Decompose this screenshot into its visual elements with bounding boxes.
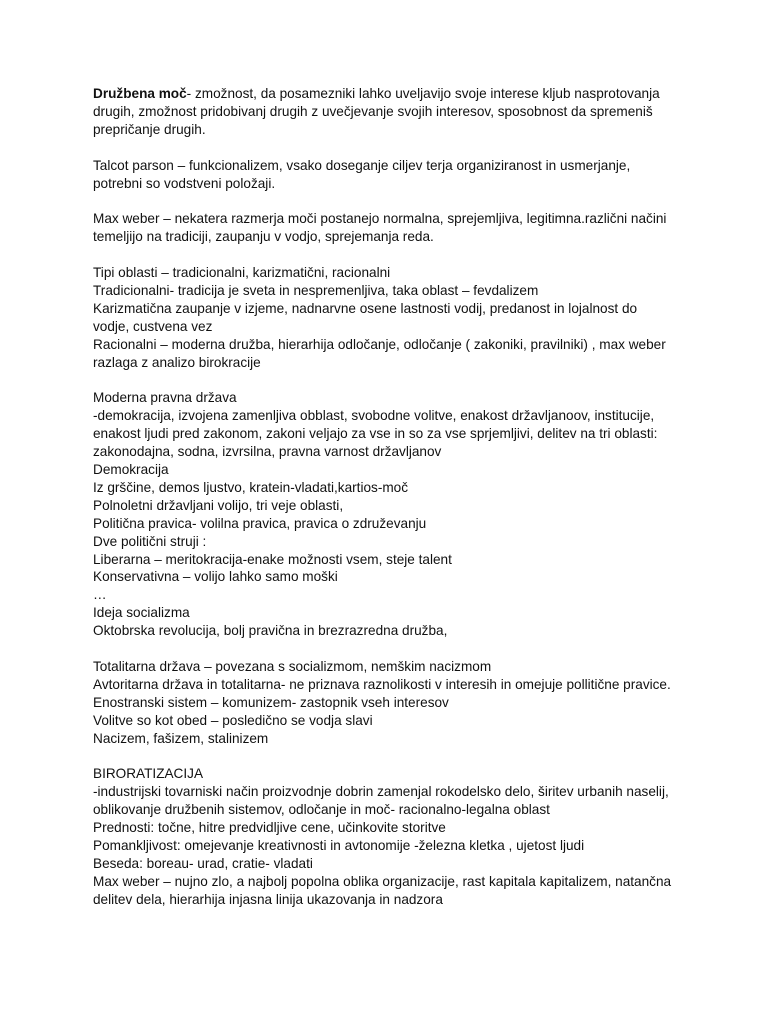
text-line: -industrijski tovarniski način proizvodnje dobrin zamenjal rokodelsko delo, širitev urbanih naselij, oblikovanje družbenih sistemov, odločanje in moč- racionalno-legalna oblast: [93, 784, 669, 818]
paragraph-moderna-pravna-drzava: [93, 389, 673, 640]
text-line: Liberarna – meritokracija-enake možnosti vsem, steje talent: [93, 551, 452, 567]
text-line: Oktobrska revolucija, bolj pravična in brezrazredna družba,: [93, 623, 448, 639]
text-line: Nacizem, fašizem, stalinizem: [93, 730, 269, 746]
text-line: Polnoletni državljani volijo, tri veje oblasti,: [93, 497, 344, 513]
paragraph-druzbena-moc: [93, 85, 673, 139]
term-druzbena-moc: Družbena moč: [93, 86, 187, 101]
text-line: BIRORATIZACIJA: [93, 766, 204, 782]
text-line: -demokracija, izvojena zamenljiva obblast, svobodne volitve, enakost državljanoov, institucije, enakost ljudi pred zakonom, zakoni veljajo za vse in so za vse sprjemljivi, delitev na tri oblasti: zakonodajna, sodna, izvrsilna, pravna varnost državljanov: [93, 408, 658, 460]
text-line: Konservativna – volijo lahko samo moški: [93, 569, 338, 585]
text-line: Tradicionalni- tradicija je sveta in nespremenljiva, taka oblast – fevdalizem: [93, 282, 539, 298]
text-line: Demokracija: [93, 461, 169, 477]
text-line: Iz grščine, demos ljustvo, kratein-vladati,kartios-moč: [93, 479, 409, 495]
paragraph-max-weber: Max weber – nekatera razmerja moči postanejo normalna, sprejemljiva, legitimna.različni načini temeljijo na tradiciji, zaupanju v vodjo, sprejemanja reda.: [93, 211, 667, 245]
text-line: Prednosti: točne, hitre predvidljive cene, učinkovite storitve: [93, 820, 446, 836]
definition-druzbena-moc: - zmožnost, da posamezniki lahko uveljavijo svoje interese kljub nasprotovanja drugih, zmožnost pridobivanj drugih z uvečjevanje svojih interesov, sposobnost da spremeniš prepričanje drugih.: [93, 86, 660, 137]
paragraph-talcot-parson: Talcot parson – funkcionalizem, vsako doseganje ciljev terja organiziranost in usmerjanje, potrebni so vodstveni položaji.: [93, 157, 631, 191]
text-line: Moderna pravna država: [93, 390, 237, 406]
text-line: Tipi oblasti – tradicionalni, karizmatični, racionalni: [93, 265, 391, 281]
text-line: Volitve so kot obed – posledično se vodja slavi: [93, 712, 373, 728]
paragraph-biroratizacija: [93, 765, 673, 908]
text-line: Dve politični struji :: [93, 533, 207, 549]
document-page: [93, 85, 673, 926]
text-line: Karizmatična zaupanje v izjeme, nadnarvne osene lastnosti vodij, predanost in lojalnost do vodje, custvena vez: [93, 300, 638, 334]
text-line: Beseda: boreau- urad, cratie- vladati: [93, 855, 313, 871]
text-line: Avtoritarna država in totalitarna- ne priznava raznolikosti v interesih in omejuje pollitične pravice. Enostranski sistem – komunizem- zastopnik vseh interesov: [93, 676, 671, 710]
text-line: Totalitarna država – povezana s socializmom, nemškim nacizmom: [93, 658, 492, 674]
text-line: Max weber – nujno zlo, a najbolj popolna oblika organizacije, rast kapitala kapitalizem, natančna delitev dela, hierarhija injasna linija ukazovanja in nadzora: [93, 873, 672, 907]
text-line: Pomankljivost: omejevanje kreativnosti in avtonomije -železna kletka , ujetost ljudi: [93, 837, 585, 853]
text-line: Ideja socializma: [93, 605, 190, 621]
text-line: Racionalni – moderna družba, hierarhija odločanje, odločanje ( zakoniki, pravilniki) , max weber razlaga z analizo birokracije: [93, 336, 666, 370]
paragraph-tipi-oblasti: [93, 264, 673, 371]
text-line: …: [93, 587, 107, 603]
text-line: Politična pravica- volilna pravica, pravica o združevanju: [93, 515, 427, 531]
paragraph-totalitarna-drzava: [93, 658, 673, 748]
